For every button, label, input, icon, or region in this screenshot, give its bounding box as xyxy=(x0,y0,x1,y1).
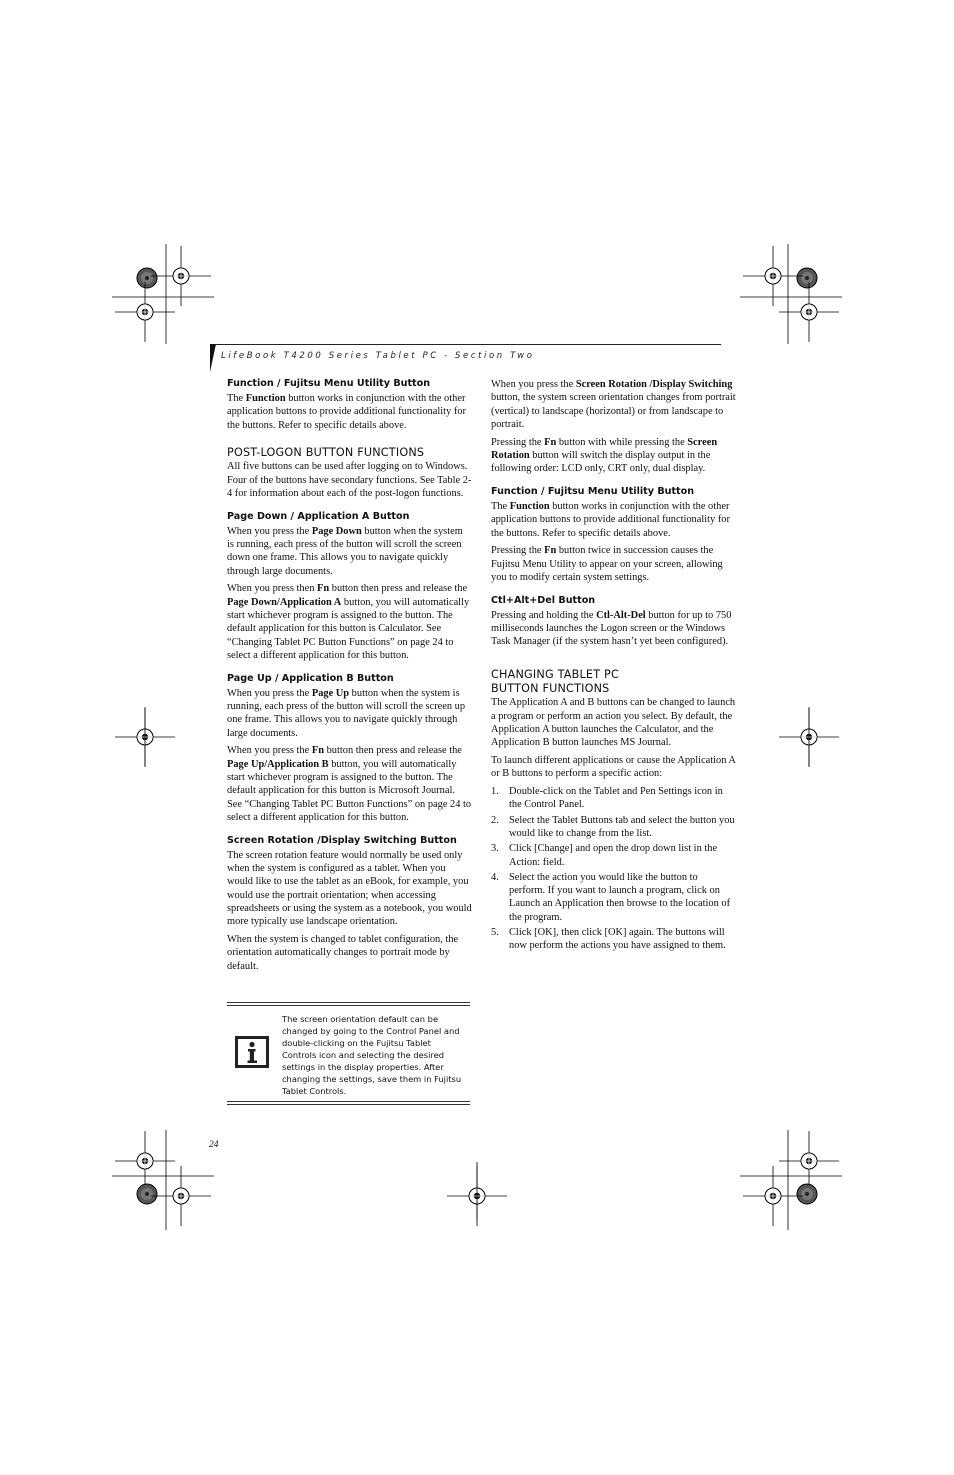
rotation-paragraph-1: The screen rotation feature would normally be used only when the system is configured as a tablet. When you would like to use the tablet as an eBook, for example, you would use the portrait orientation; when accessing spreadsheets or using the system as a notebook, you would more typically use landscape orientation. xyxy=(227,849,472,928)
right-column xyxy=(491,378,736,955)
rotation-continued-paragraph-2: Pressing the Fn button with while pressing the Screen Rotation button will switch the display output in the following order: LCD only, CRT only, dual display. xyxy=(491,436,718,475)
list-item: 4. Select the action you would like the button to perform. If you want to launch a program, click on Launch an Application then browse to the location of the program. xyxy=(491,871,731,923)
function-heading: Function / Fujitsu Menu Utility Button xyxy=(227,378,431,389)
page-down-paragraph-2: When you press then Fn button then press and release the Page Down/Application A button, you will automatically start whichever program is assigned to the button. The default application for this button is Calculator. See “Changing Tablet PC Button Functions” on page 24 to select a different application for this button. xyxy=(227,583,470,661)
header-rule xyxy=(214,344,721,345)
page-down-heading: Page Down / Application A Button xyxy=(227,510,410,522)
list-item: 3. Click [Change] and open the drop down list in the Action: field. xyxy=(491,843,718,868)
changing-paragraph-1: The Application A and B buttons can be changed to launch a program or perform an action you select. By default, the Application A button launches the Calculator, and the Application B button launches MS Journal. xyxy=(491,697,736,749)
post-logon-heading: POST-LOGON BUTTON FUNCTIONS xyxy=(227,446,425,460)
post-logon-body: All five buttons can be used after logging on to Windows. Four of the buttons have secondary functions. See Table 2-4 for information about each of the post-logon functions. xyxy=(227,461,472,499)
changing-heading-line-2: BUTTON FUNCTIONS xyxy=(491,682,610,696)
rotation-heading: Screen Rotation /Display Switching Button xyxy=(227,834,457,846)
list-item: 1. Double-click on the Tablet and Pen Settings icon in the Control Panel. xyxy=(491,786,723,811)
function-body: The Function button works in conjunction with the other application buttons to provide additional functionality for the buttons. Refer to specific details above. xyxy=(227,393,466,431)
note-text: The screen orientation default can be changed by going to the Control Panel and double-clicking on the Fujitsu Tablet Controls icon and selecting the desired settings in the display properties. After changing the settings, save them in Fujitsu Tablet Controls. xyxy=(282,1014,462,1096)
ctl-alt-del-heading: Ctl+Alt+Del Button xyxy=(491,594,596,606)
running-header: LifeBook T4200 Series Tablet PC - Section Two xyxy=(221,351,535,361)
changing-paragraph-2: To launch different applications or cause the Application A or B buttons to perform a specific action: xyxy=(491,754,736,780)
function-heading-right: Function / Fujitsu Menu Utility Button xyxy=(491,486,695,498)
page-up-heading: Page Up / Application B Button xyxy=(227,672,394,684)
function-paragraph-2: Pressing the Fn button twice in succession causes the Fujitsu Menu Utility to appear on your screen, allowing you to modify certain system settings. xyxy=(491,545,723,584)
page-up-paragraph-1: When you press the Page Up button when the system is running, each press of the button will scroll the screen up one frame. This allows you to navigate quickly through large documents. xyxy=(227,687,466,739)
steps-list xyxy=(491,785,736,953)
note-box xyxy=(227,1002,470,1105)
page-up-paragraph-2: When you press the Fn button then press and release the Page Up/Application B button, you will automatically start whichever program is assigned to the button. The default application for this button is Microsoft Journal. See “Changing Tablet PC Button Functions” on page 24 to select a different application for this button. xyxy=(227,745,472,823)
list-item: 2. Select the Tablet Buttons tab and select the button you would like to change from the list. xyxy=(491,814,735,839)
ctl-alt-del-body: Pressing and holding the Ctl-Alt-Del button for up to 750 milliseconds launches the Logon screen or the Windows Task Manager (if the system hasn’t yet been configured). xyxy=(491,609,732,648)
function-paragraph-1: The Function button works in conjunction with the other application buttons to provide additional functionality for the buttons. Refer to specific details above. xyxy=(491,501,730,539)
header-corner-mark xyxy=(210,344,218,374)
changing-heading-line-1: CHANGING TABLET PC xyxy=(491,668,619,682)
page-down-paragraph-1: When you press the Page Down button when the system is running, each press of the button will scroll the screen down one frame. This allows you to navigate quickly through large documents. xyxy=(227,525,463,577)
page-number: 24 xyxy=(209,1140,219,1150)
rotation-paragraph-2: When the system is changed to tablet configuration, the orientation automatically changes to portrait mode by default. xyxy=(227,934,459,972)
rotation-continued-paragraph-1: When you press the Screen Rotation /Display Switching button, the system screen orientation changes from portrait (vertical) to landscape (horizontal) or from landscape to portrait. xyxy=(491,379,736,430)
list-item: 5. Click [OK], then click [OK] again. The buttons will now perform the actions you have assigned to them. xyxy=(491,927,726,952)
left-column xyxy=(227,378,472,977)
info-icon xyxy=(235,1036,269,1068)
